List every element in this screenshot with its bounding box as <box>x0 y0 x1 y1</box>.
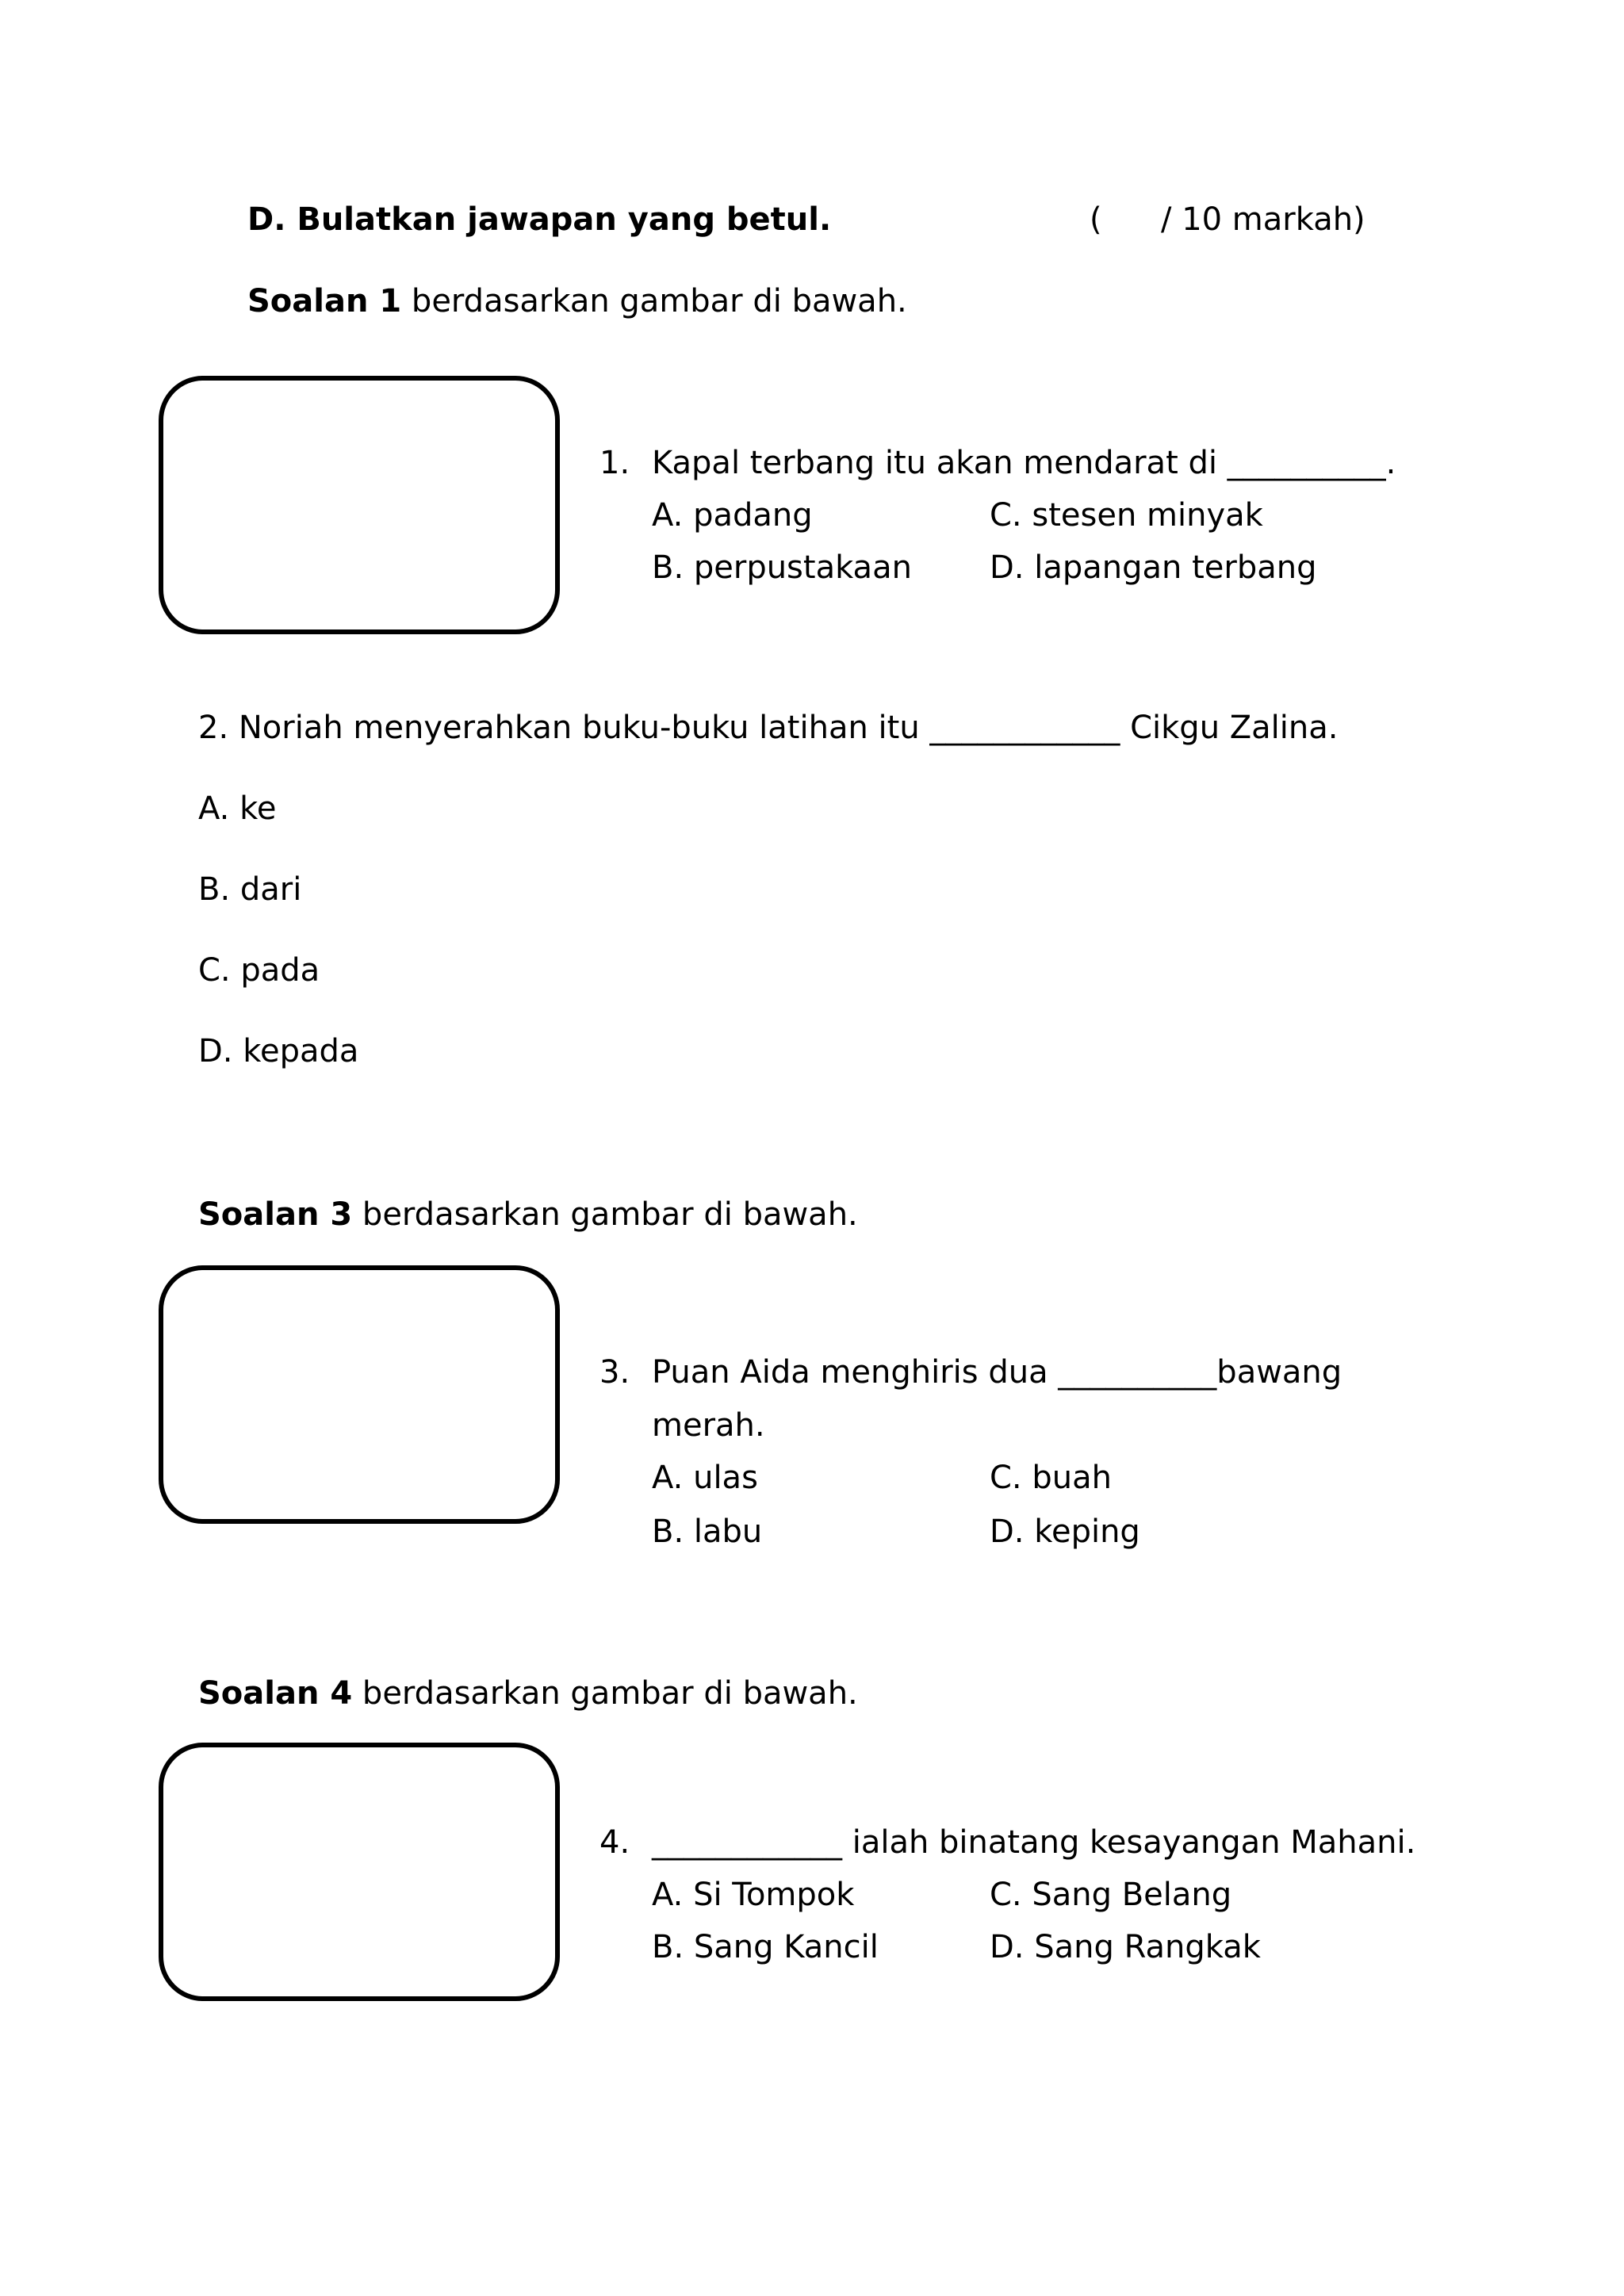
q2-option-c[interactable]: C. pada <box>198 952 320 989</box>
q3-option-a[interactable]: A. ulas <box>652 1460 758 1496</box>
q1-number: 1. <box>599 445 630 481</box>
q4-option-c[interactable]: C. Sang Belang <box>990 1877 1232 1913</box>
section-heading: D. Bulatkan jawapan yang betul. <box>247 201 832 238</box>
q3-intro <box>198 1196 858 1234</box>
q3-option-b[interactable]: B. labu <box>652 1513 763 1550</box>
q1-picture-box <box>159 376 560 634</box>
q1-intro-rest: berdasarkan gambar di bawah. <box>401 283 907 320</box>
q1-option-a[interactable]: A. padang <box>652 497 813 534</box>
q2-option-b[interactable]: B. dari <box>198 871 302 908</box>
q4-option-d[interactable]: D. Sang Rangkak <box>990 1929 1261 1965</box>
q4-picture-box <box>159 1743 560 2001</box>
q4-number: 4. <box>599 1824 630 1861</box>
q1-option-c[interactable]: C. stesen minyak <box>990 497 1263 534</box>
q4-intro <box>198 1674 858 1712</box>
q1-question-text: Kapal terbang itu akan mendarat di __________. <box>652 445 1396 481</box>
q4-question-text: ____________ ialah binatang kesayangan Mahani. <box>652 1824 1416 1861</box>
q1-option-b[interactable]: B. perpustakaan <box>652 549 912 586</box>
q4-option-b[interactable]: B. Sang Kancil <box>652 1929 879 1965</box>
marks-open-bracket: ( <box>1090 201 1102 238</box>
q4-intro-bold: Soalan 4 <box>198 1675 353 1712</box>
q1-option-d[interactable]: D. lapangan terbang <box>990 549 1317 586</box>
q3-option-d[interactable]: D. keping <box>990 1513 1140 1550</box>
q2-option-a[interactable]: A. ke <box>198 790 277 827</box>
q2-option-d[interactable]: D. kepada <box>198 1033 359 1070</box>
q3-option-c[interactable]: C. buah <box>990 1460 1112 1496</box>
q3-number: 3. <box>599 1354 630 1391</box>
q1-intro-bold: Soalan 1 <box>247 283 402 320</box>
q3-question-text-line1: Puan Aida menghiris dua __________bawang <box>652 1354 1342 1391</box>
q4-intro-rest: berdasarkan gambar di bawah. <box>352 1675 858 1712</box>
q3-picture-box <box>159 1265 560 1524</box>
q2-question-text: 2. Noriah menyerahkan buku-buku latihan itu ____________ Cikgu Zalina. <box>198 710 1339 746</box>
q4-option-a[interactable]: A. Si Tompok <box>652 1877 855 1913</box>
q3-intro-rest: berdasarkan gambar di bawah. <box>352 1196 858 1233</box>
q3-question-text-line2: merah. <box>652 1407 765 1444</box>
marks-label: / 10 markah) <box>1161 201 1365 238</box>
q3-intro-bold: Soalan 3 <box>198 1196 353 1233</box>
q1-intro <box>247 282 907 320</box>
